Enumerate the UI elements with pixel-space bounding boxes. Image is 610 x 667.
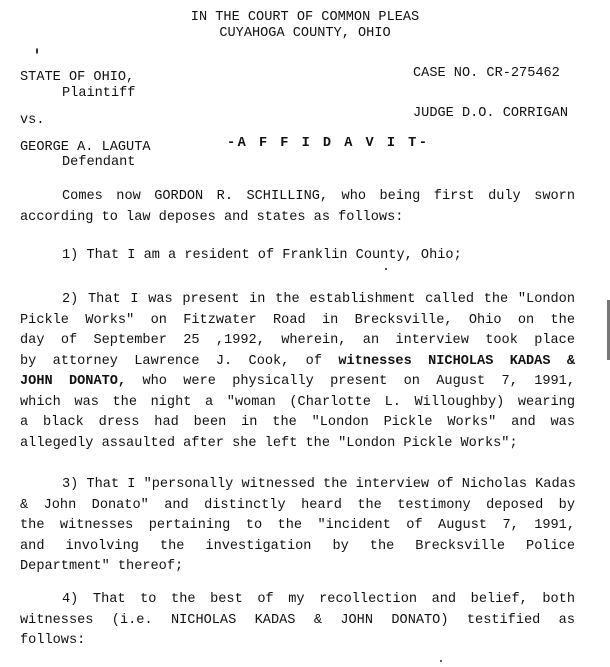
plaintiff-role: Plaintiff: [62, 86, 136, 101]
paragraph-3-line: and involving the investigation by the Brecksville Police: [20, 538, 575, 554]
paragraph-4: [20, 590, 575, 652]
paragraph-4-line: follows:: [20, 633, 86, 648]
court-name: IN THE COURT OF COMMON PLEAS: [190, 10, 420, 25]
plaintiff-name: STATE OF OHIO,: [20, 70, 135, 85]
paragraph-1-line: 1) That I am a resident of Franklin County, Ohio;: [62, 248, 462, 263]
court-county: CUYAHOGA COUNTY, OHIO: [219, 26, 391, 41]
witness-names-bold: JOHN DONATO,: [20, 374, 127, 389]
case-number: CASE NO. CR-275462: [413, 66, 560, 81]
scan-speck: [385, 268, 387, 270]
paragraph-4-line: 4) That to the best of my recollection and belief, both: [62, 592, 575, 607]
paragraph-3-line: & John Donato" and distinctly heard the testimony deposed by: [20, 497, 575, 513]
paragraph-3: [20, 475, 575, 578]
versus: vs.: [20, 113, 45, 128]
paragraph-4-line: witnesses (i.e. NICHOLAS KADAS & JOHN DONATO) testified as: [20, 612, 575, 628]
paragraph-1: [20, 246, 575, 267]
attorney-text: by attorney Lawrence J. Cook, of: [20, 353, 339, 369]
judge-name: JUDGE D.O. CORRIGAN: [413, 106, 568, 121]
intro-line: Comes now GORDON R. SCHILLING, who being first duly sworn: [62, 189, 575, 204]
document-title: -A F F I D A V I T-: [227, 136, 430, 151]
witness-names-bold: witnesses NICHOLAS KADAS &: [338, 353, 575, 369]
paragraph-2-line: which was the night a "woman (Charlotte L. Willoughby) wearing: [20, 394, 575, 410]
defendant-name: GEORGE A. LAGUTA: [20, 140, 151, 155]
paragraph-3-line: Department" thereof;: [20, 559, 184, 574]
paragraph-2: [20, 290, 575, 454]
paragraph-3-line: the witnesses pertaining to the "incident of August 7, 1991,: [20, 518, 575, 533]
paragraph-2-line: Pickle Works" on Fitzwater Road in Brecksville, Ohio on the: [20, 312, 575, 328]
paragraph-2-line: 2) That I was present in the establishment called the "London: [62, 292, 575, 307]
paragraph-2-line: [20, 372, 575, 393]
defendant-role: Defendant: [62, 155, 136, 170]
paragraph-2-line: [20, 352, 575, 373]
paragraph-2-line: day of September 25 ,1992, wherein, an interview took place: [20, 333, 575, 348]
paragraph-2-line: allegedly assaulted after she left the "London Pickle Works";: [20, 435, 518, 451]
intro-line: according to law deposes and states as follows:: [20, 209, 404, 225]
paragraph-2-line: a black dress had been in the "London Pickle Works" and was: [20, 415, 575, 430]
paragraph-3-line: 3) That I "personally witnessed the interview of Nicholas Kadas: [62, 477, 576, 492]
scan-speck: [36, 48, 38, 54]
intro-paragraph: [20, 187, 575, 228]
scan-speck: [440, 660, 442, 662]
presence-text: who were physically present on August 7, 1991,: [126, 374, 575, 389]
